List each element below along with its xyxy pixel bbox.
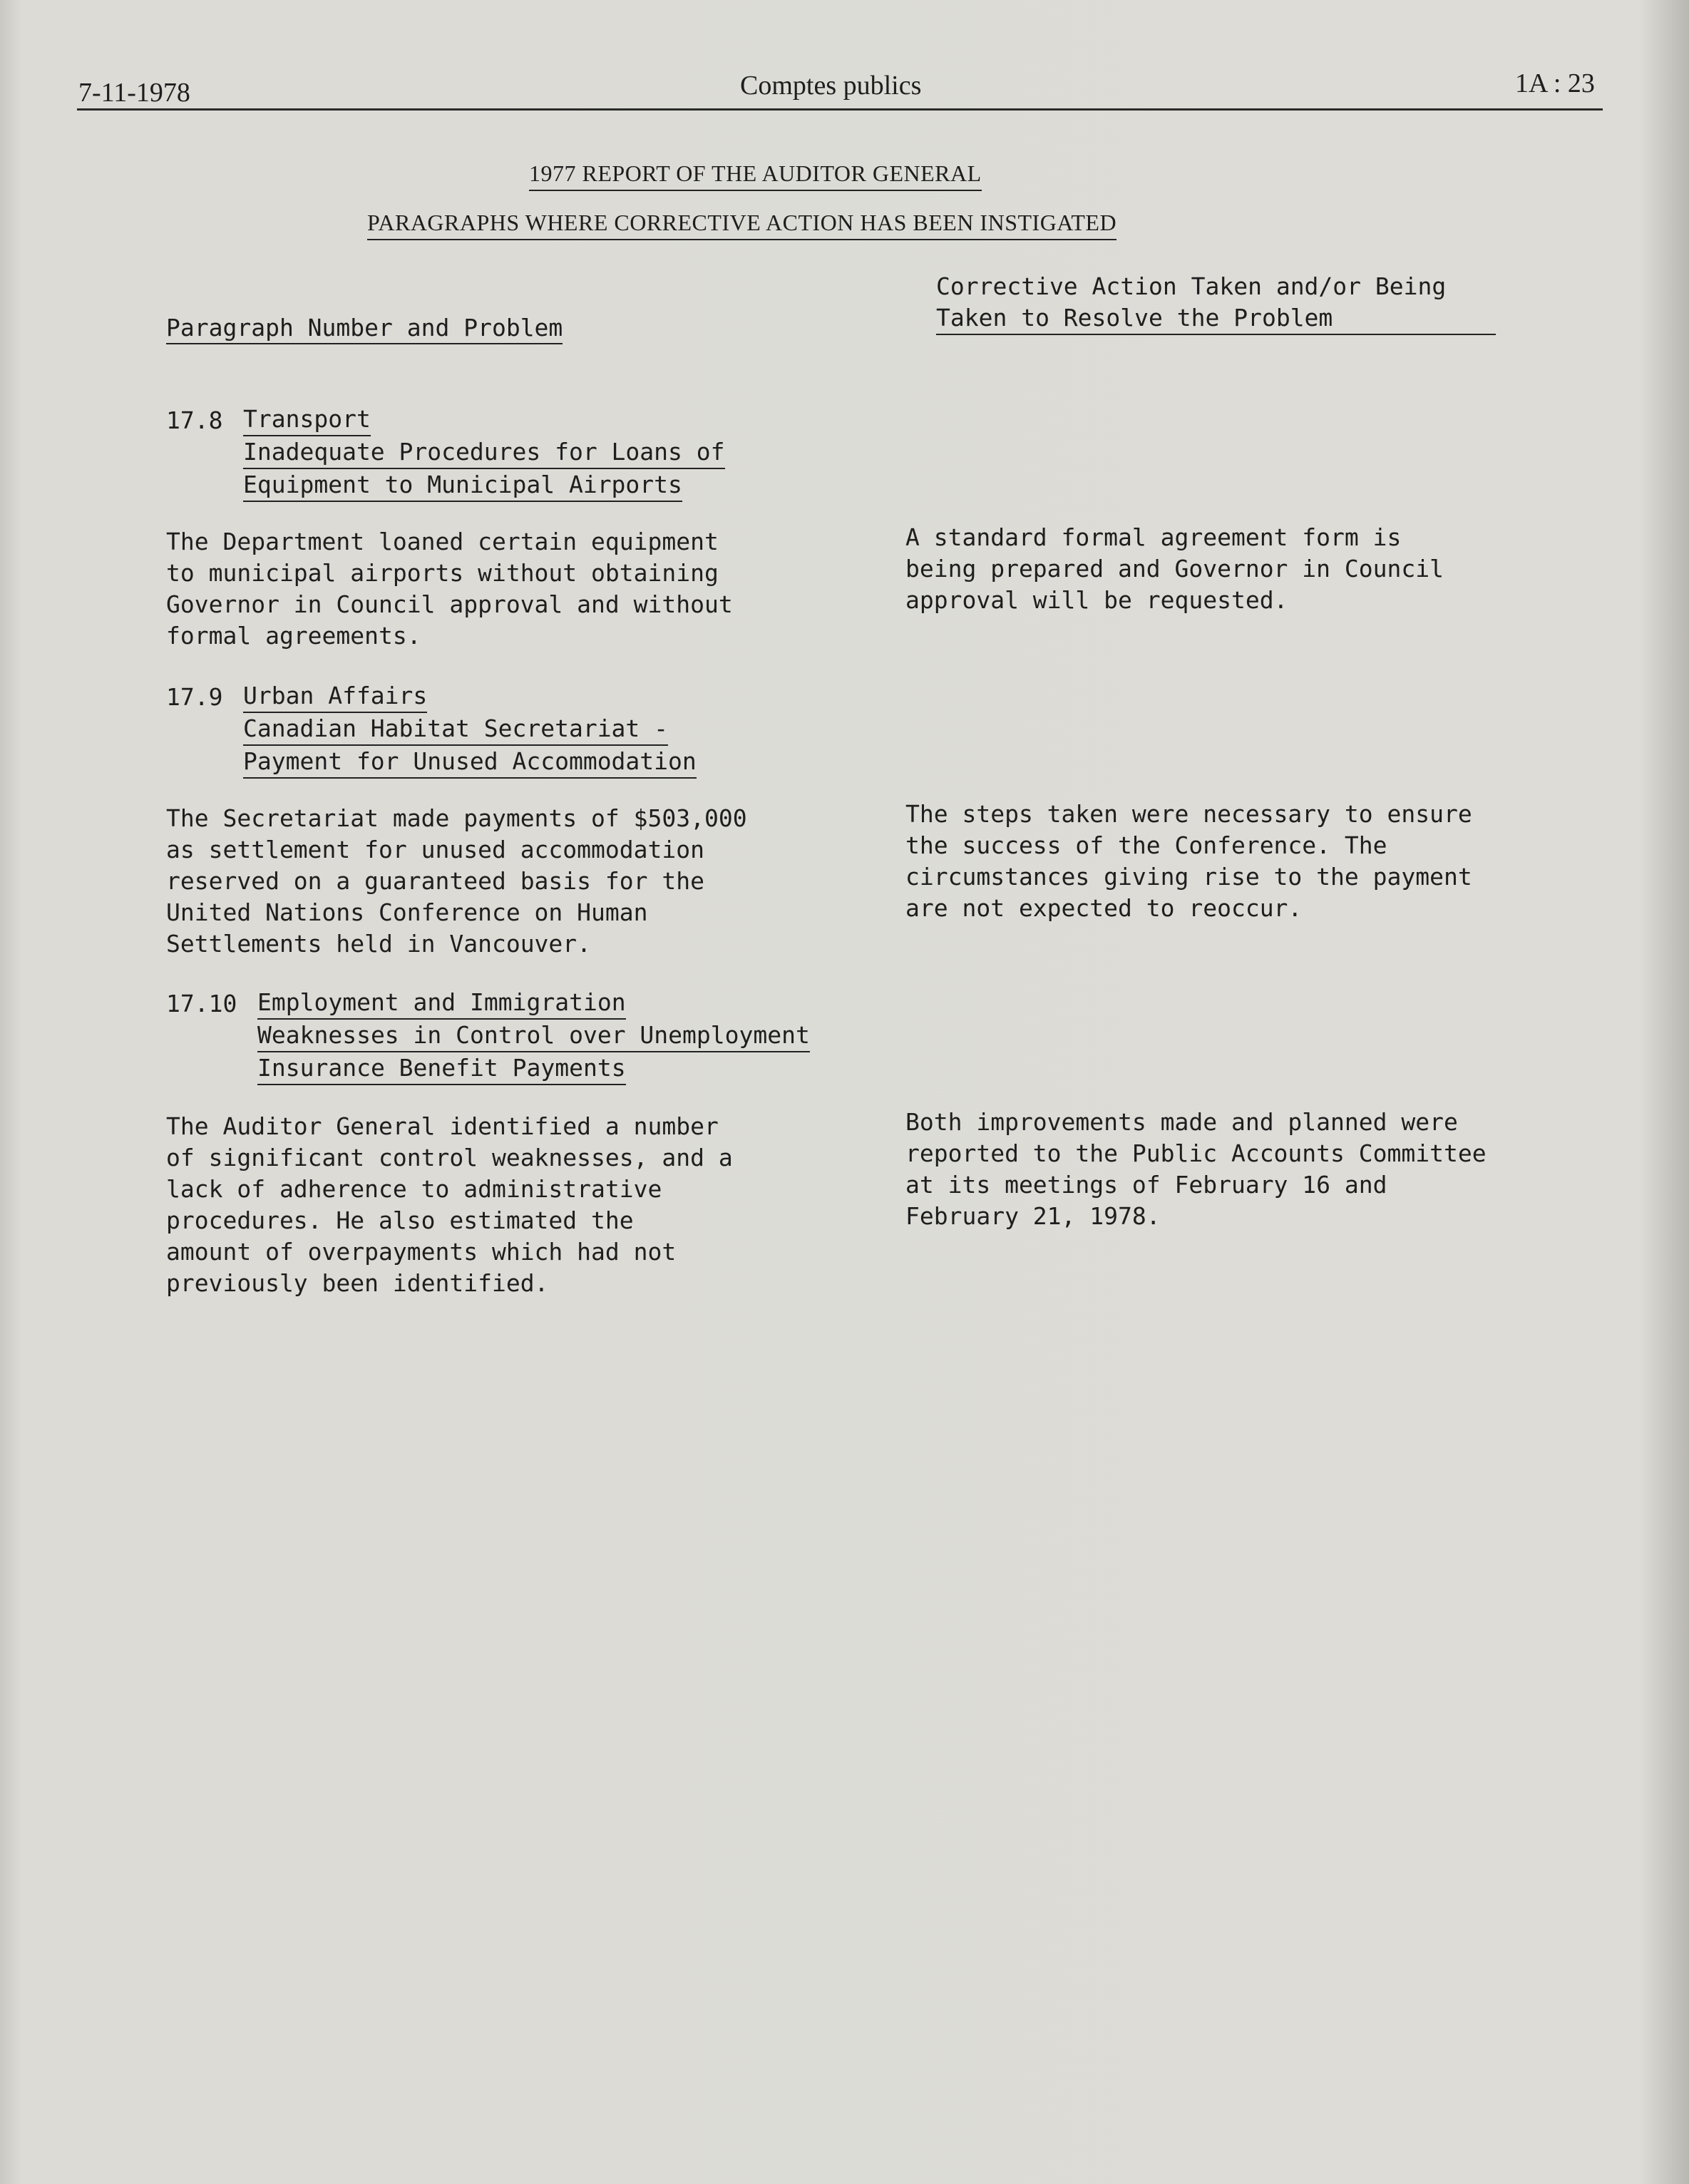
item-problem-text: The Department loaned certain equipment to municipal airports without obtaining Governor in Council approval and without formal agreements.: [166, 528, 733, 650]
item-problem-text: The Secretariat made payments of $503,000 as settlement for unused accommodation reserved on a guaranteed basis for the United Nations Conference on Human Settlements held in Vancouver.: [166, 804, 747, 958]
item-action-text: The steps taken were necessary to ensure the success of the Conference. The circumstances giving rise to the payment are not expected to reoccur.: [905, 800, 1472, 922]
item-department: Transport: [243, 404, 371, 436]
item-department: Urban Affairs: [243, 680, 427, 713]
item-action-text: Both improvements made and planned were reported to the Public Accounts Committee at its meetings of February 16 and February 21, 1978.: [905, 1108, 1487, 1230]
item-subject-line-2: Equipment to Municipal Airports: [243, 469, 682, 502]
item-department: Employment and Immigration: [257, 987, 626, 1020]
item-subject-line-1: Weaknesses in Control over Unemployment: [257, 1020, 810, 1052]
column-heading-action: Corrective Action Taken and/or Being Taken to Resolve the Problem: [936, 271, 1496, 335]
item-subject-line-1: Canadian Habitat Secretariat -: [243, 713, 668, 746]
header-title: Comptes publics: [740, 71, 922, 101]
item-number: 17.9: [166, 683, 223, 711]
item-subject-line-2: Payment for Unused Accommodation: [243, 746, 697, 779]
report-title: 1977 REPORT OF THE AUDITOR GENERAL: [529, 160, 982, 191]
item-subject-line-2: Insurance Benefit Payments: [257, 1052, 626, 1085]
item-number: 17.8: [166, 406, 223, 434]
header-page-number: 1A : 23: [1515, 68, 1595, 98]
header-rule: [77, 108, 1603, 111]
item-heading: [243, 404, 725, 502]
item-problem-text: The Auditor General identified a number of significant control weaknesses, and a lack of adherence to administrative procedures. He also estimated the amount of overpayments which had not previously been identified.: [166, 1112, 733, 1297]
item-heading: [243, 680, 697, 779]
item-number: 17.10: [166, 990, 237, 1017]
item-heading: [257, 987, 810, 1085]
item-subject-line-1: Inadequate Procedures for Loans of: [243, 436, 725, 469]
column-heading-problem: Paragraph Number and Problem: [166, 314, 563, 344]
header-date: 7-11-1978: [78, 78, 190, 108]
item-action-text: A standard formal agreement form is being prepared and Governor in Council approval will be requested.: [905, 523, 1444, 614]
report-subtitle: PARAGRAPHS WHERE CORRECTIVE ACTION HAS BEEN INSTIGATED: [367, 210, 1116, 240]
